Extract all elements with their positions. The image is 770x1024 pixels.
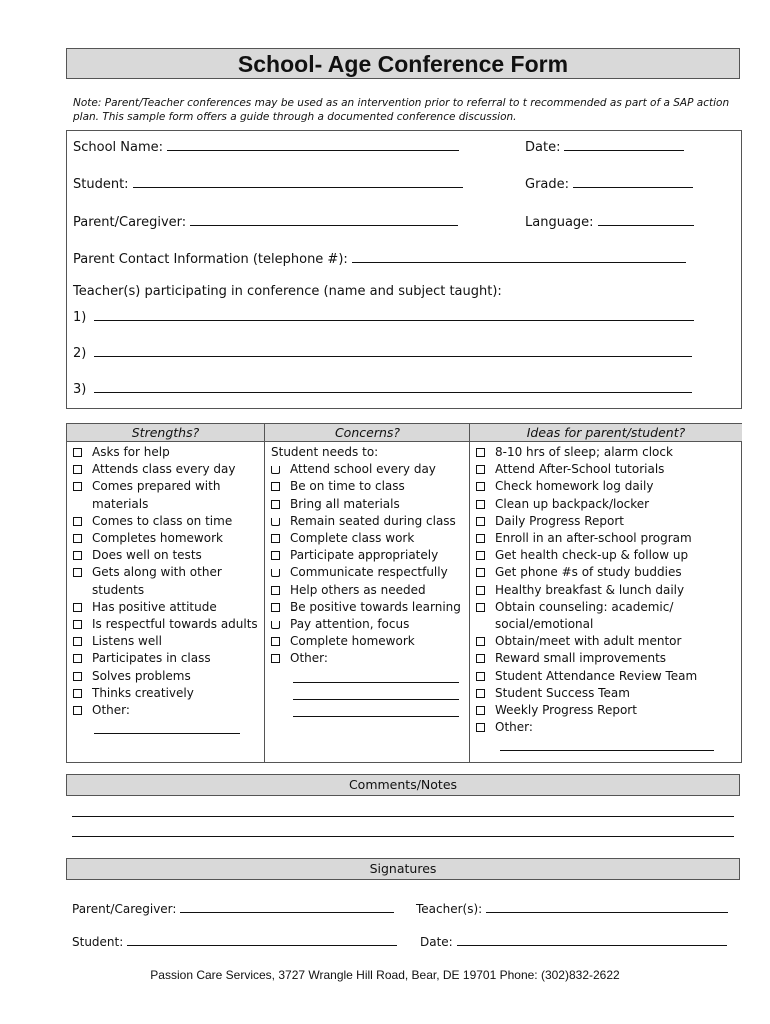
- concerns-item-label: Pay attention, focus: [290, 617, 410, 632]
- signatures-header: Signatures: [66, 858, 740, 880]
- checkbox-icon[interactable]: [271, 603, 280, 612]
- teacher-number-3: 3): [73, 382, 87, 397]
- ideas-item[interactable]: [474, 461, 742, 478]
- student-label: Student:: [73, 177, 129, 192]
- contact-label: Parent Contact Information (telephone #):: [73, 252, 348, 267]
- strengths-item[interactable]: [71, 650, 264, 667]
- strengths-item-label: Comes to class on time: [92, 513, 233, 528]
- concerns-item-label: Other:: [290, 651, 328, 666]
- checkbox-icon[interactable]: [476, 448, 485, 457]
- strengths-item-label: Thinks creatively: [92, 685, 194, 700]
- ideas-item[interactable]: [474, 719, 742, 736]
- checkbox-icon[interactable]: [271, 569, 280, 577]
- checkbox-icon[interactable]: [271, 518, 280, 526]
- concerns-item[interactable]: [269, 633, 470, 650]
- grade-label: Grade:: [525, 177, 570, 192]
- concerns-item-label: Be on time to class: [290, 479, 405, 494]
- ideas-item-label: Reward small improvements: [495, 651, 667, 666]
- ideas-item-label: 8-10 hrs of sleep; alarm clock: [495, 445, 673, 459]
- teacher-number-1: 1): [73, 310, 87, 325]
- ideas-item-label: Obtain/meet with adult mentor: [495, 634, 682, 649]
- concerns-item-label: Complete homework: [290, 634, 415, 649]
- concerns-item-label: Participate appropriately: [290, 548, 439, 563]
- info-section: [66, 130, 742, 409]
- concerns-item[interactable]: [269, 530, 470, 547]
- ideas-item[interactable]: [474, 444, 742, 461]
- ideas-item-label: Student Success Team: [495, 685, 630, 700]
- strengths-item[interactable]: [71, 599, 264, 616]
- ideas-item-label: Get phone #s of study buddies: [495, 565, 682, 580]
- checkbox-icon[interactable]: [73, 568, 82, 577]
- ideas-column: [469, 424, 742, 762]
- intro-note: Note: Parent/Teacher conferences may be used as an intervention prior to referral to t recommended as part of a SAP action plan. This sample form offers a guide through a documented conference discussion.: [73, 97, 730, 123]
- checkbox-icon[interactable]: [476, 534, 485, 543]
- concerns-item-label: Complete class work: [290, 531, 415, 546]
- strengths-item[interactable]: [71, 616, 264, 633]
- ideas-item-label: Obtain counseling: academic/ social/emotional: [495, 599, 674, 632]
- strengths-item[interactable]: [71, 530, 264, 547]
- checkbox-icon[interactable]: [476, 465, 485, 474]
- date-field[interactable]: [525, 137, 684, 155]
- teacher-line-1[interactable]: [73, 307, 694, 325]
- concerns-item[interactable]: [269, 616, 470, 633]
- ideas-item[interactable]: [474, 702, 742, 719]
- grade-field[interactable]: [525, 174, 693, 192]
- ideas-item[interactable]: [474, 513, 742, 530]
- ideas-item[interactable]: [474, 650, 742, 667]
- ideas-item-label: Clean up backpack/locker: [495, 496, 650, 511]
- strengths-item[interactable]: [71, 444, 264, 461]
- concerns-item-label: Communicate respectfully: [290, 565, 448, 580]
- checkbox-icon[interactable]: [271, 466, 280, 474]
- ideas-item-label: Check homework log daily: [495, 479, 654, 494]
- checklist-table: [66, 423, 742, 763]
- teacher-number-2: 2): [73, 346, 87, 361]
- checkbox-icon[interactable]: [271, 551, 280, 560]
- strengths-item-label: Gets along with other students: [92, 565, 222, 597]
- ideas-item[interactable]: [474, 668, 742, 685]
- checkbox-icon[interactable]: [476, 654, 485, 663]
- student-signature-label: Student:: [72, 935, 124, 949]
- checkbox-icon[interactable]: [73, 654, 82, 663]
- checkbox-icon[interactable]: [476, 672, 485, 681]
- concerns-list: [265, 442, 470, 668]
- ideas-item-label: Get health check-up & follow up: [495, 548, 689, 563]
- strengths-item[interactable]: [71, 633, 264, 650]
- checkbox-icon[interactable]: [271, 500, 280, 509]
- strengths-item-label: Attends class every day: [92, 462, 236, 477]
- concerns-item-label: Help others as needed: [290, 582, 426, 597]
- teacher-signature-field[interactable]: [416, 899, 728, 916]
- checkbox-icon[interactable]: [73, 534, 82, 543]
- strengths-item-label: Listens well: [92, 634, 162, 649]
- form-title: School- Age Conference Form: [66, 48, 740, 79]
- student-field[interactable]: [73, 174, 463, 192]
- strengths-column: [67, 424, 264, 762]
- concerns-item[interactable]: [269, 513, 470, 530]
- signature-date-field[interactable]: [420, 932, 727, 949]
- checkbox-icon[interactable]: [476, 517, 485, 526]
- parent-signature-label: Parent/Caregiver:: [72, 902, 177, 916]
- concerns-intro: Student needs to:: [271, 445, 379, 459]
- checkbox-icon[interactable]: [73, 517, 82, 526]
- strengths-item-label: Has positive attitude: [92, 599, 217, 614]
- strengths-item-label: Asks for help: [92, 445, 170, 459]
- checkbox-icon[interactable]: [73, 448, 82, 457]
- checkbox-icon[interactable]: [476, 689, 485, 698]
- school-name-label: School Name:: [73, 140, 164, 155]
- checkbox-icon[interactable]: [476, 603, 485, 612]
- ideas-item[interactable]: [474, 530, 742, 547]
- date-label: Date:: [525, 140, 561, 155]
- comments-line-2[interactable]: [72, 836, 734, 837]
- strengths-header: Strengths?: [67, 424, 264, 442]
- ideas-item-label: Student Attendance Review Team: [495, 668, 698, 683]
- checkbox-icon[interactable]: [271, 482, 280, 491]
- concerns-other-lines[interactable]: [265, 670, 470, 717]
- strengths-item[interactable]: [71, 564, 264, 598]
- language-label: Language:: [525, 215, 594, 230]
- ideas-item[interactable]: [474, 582, 742, 599]
- checkbox-icon[interactable]: [73, 620, 82, 629]
- concerns-item[interactable]: [269, 650, 470, 667]
- checkbox-icon[interactable]: [73, 603, 82, 612]
- comments-header: Comments/Notes: [66, 774, 740, 796]
- checkbox-icon[interactable]: [476, 568, 485, 577]
- strengths-item-label: Does well on tests: [92, 548, 202, 563]
- strengths-item-label: Is respectful towards adults: [92, 617, 258, 632]
- checkbox-icon[interactable]: [476, 706, 485, 715]
- checkbox-icon[interactable]: [73, 482, 82, 491]
- strengths-list: [67, 442, 264, 719]
- ideas-other-line[interactable]: [500, 738, 714, 751]
- student-signature-field[interactable]: [72, 932, 397, 949]
- concerns-item-label: Bring all materials: [290, 496, 400, 511]
- checkbox-icon[interactable]: [476, 500, 485, 509]
- ideas-item[interactable]: [474, 496, 742, 513]
- signature-date-label: Date:: [420, 935, 453, 949]
- ideas-header: Ideas for parent/student?: [470, 424, 742, 442]
- checkbox-icon[interactable]: [73, 672, 82, 681]
- concerns-item[interactable]: [269, 461, 470, 478]
- strengths-item-label: Completes homework: [92, 531, 223, 546]
- strengths-item[interactable]: [71, 668, 264, 685]
- concerns-item[interactable]: [269, 582, 470, 599]
- ideas-item-label: Enroll in an after-school program: [495, 531, 692, 546]
- checkbox-icon[interactable]: [73, 465, 82, 474]
- ideas-item-label: Weekly Progress Report: [495, 703, 637, 718]
- ideas-item[interactable]: [474, 564, 742, 581]
- strengths-item[interactable]: [71, 685, 264, 702]
- checkbox-icon[interactable]: [476, 586, 485, 595]
- concerns-item[interactable]: [269, 496, 470, 513]
- strengths-item[interactable]: [71, 547, 264, 564]
- footer-contact: Passion Care Services, 3727 Wrangle Hill Road, Bear, DE 19701 Phone: (302)832-2622: [150, 968, 620, 982]
- concerns-item-label: Remain seated during class: [290, 513, 456, 528]
- strengths-item-label: Other:: [92, 703, 130, 718]
- checkbox-icon[interactable]: [271, 586, 280, 595]
- strengths-item[interactable]: [71, 702, 264, 719]
- ideas-item-label: Daily Progress Report: [495, 513, 624, 528]
- strengths-other-line[interactable]: [94, 721, 240, 734]
- ideas-list: [470, 442, 742, 736]
- teacher-signature-label: Teacher(s):: [416, 902, 483, 916]
- checkbox-icon[interactable]: [73, 637, 82, 646]
- parent-signature-field[interactable]: [72, 899, 394, 916]
- language-field[interactable]: [525, 212, 694, 230]
- strengths-item-label: Comes prepared with materials: [92, 479, 221, 511]
- strengths-item-label: Participates in class: [92, 651, 211, 666]
- concerns-item[interactable]: [269, 478, 470, 495]
- teacher-line-2[interactable]: [73, 343, 692, 361]
- checkbox-icon[interactable]: [476, 551, 485, 560]
- ideas-item[interactable]: [474, 685, 742, 702]
- concerns-item[interactable]: [269, 564, 470, 581]
- teacher-line-3[interactable]: [73, 379, 692, 397]
- ideas-item-label: Attend After-School tutorials: [495, 462, 665, 477]
- concerns-item-label: Attend school every day: [290, 462, 436, 477]
- checkbox-icon[interactable]: [73, 689, 82, 698]
- checkbox-icon[interactable]: [271, 654, 280, 663]
- checkbox-icon[interactable]: [476, 482, 485, 491]
- strengths-item[interactable]: [71, 513, 264, 530]
- checkbox-icon[interactable]: [271, 621, 280, 629]
- checkbox-icon[interactable]: [73, 551, 82, 560]
- checkbox-icon[interactable]: [476, 637, 485, 646]
- contact-field[interactable]: [73, 249, 686, 267]
- concerns-item-label: Be positive towards learning: [290, 599, 461, 614]
- comments-line-1[interactable]: [72, 816, 734, 817]
- ideas-item-label: Other:: [495, 720, 533, 735]
- checkbox-icon[interactable]: [73, 706, 82, 715]
- concerns-item[interactable]: [269, 547, 470, 564]
- strengths-item[interactable]: [71, 461, 264, 478]
- ideas-item[interactable]: [474, 478, 742, 495]
- ideas-item[interactable]: [474, 633, 742, 650]
- ideas-item[interactable]: [474, 547, 742, 564]
- checkbox-icon[interactable]: [271, 637, 280, 646]
- ideas-item-label: Healthy breakfast & lunch daily: [495, 582, 685, 597]
- strengths-item[interactable]: [71, 478, 264, 512]
- parent-field[interactable]: [73, 212, 458, 230]
- teachers-label: Teacher(s) participating in conference (name and subject taught):: [73, 284, 502, 299]
- concerns-column: [264, 424, 470, 762]
- checkbox-icon[interactable]: [476, 723, 485, 732]
- checkbox-icon[interactable]: [271, 534, 280, 543]
- strengths-item-label: Solves problems: [92, 668, 191, 683]
- parent-label: Parent/Caregiver:: [73, 215, 187, 230]
- concerns-item[interactable]: [269, 599, 470, 616]
- school-name-field[interactable]: [73, 137, 459, 155]
- concerns-header: Concerns?: [265, 424, 470, 442]
- ideas-item[interactable]: [474, 599, 742, 633]
